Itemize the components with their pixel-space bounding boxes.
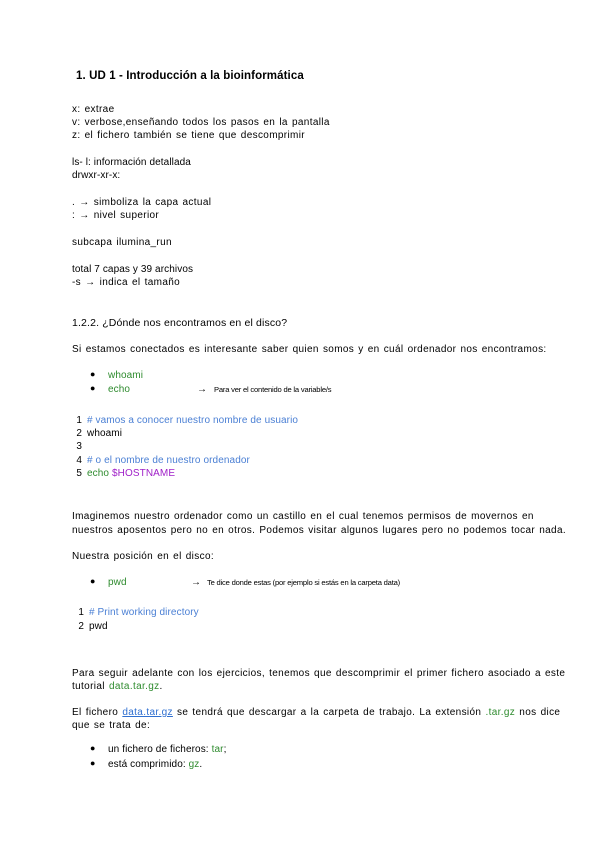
bullet-desc-echo: Para ver el contenido de la variable/s <box>214 385 332 394</box>
intro-paragraph: Si estamos conectados es interesante saber quien somos y en cuál ordenador nos encontramos: <box>72 344 547 355</box>
tar-flag-z: z: el fichero también se tiene que descomprimir <box>72 130 305 141</box>
follow-paragraph-line1: Para seguir adelante con los ejercicios, tenemos que descomprimir el primer fichero asociado a este <box>72 668 566 679</box>
code-line: 4 # o el nombre de nuestro ordenador <box>76 455 250 466</box>
fichero-paragraph-line2: que se trata de: <box>72 720 151 731</box>
size-flag: -s → indica el tamaño <box>72 277 181 288</box>
bullet-dot: ● <box>90 743 96 753</box>
bullet-gz: está comprimido: gz. <box>108 759 203 770</box>
bullet-cmd-whoami: whoami <box>108 370 144 381</box>
code-line: 1 # Print working directory <box>78 607 199 618</box>
ls-perms: drwxr-xr-x: <box>72 170 121 181</box>
code-line: 1 # vamos a conocer nuestro nombre de usuario <box>76 415 299 426</box>
subcapa-line: subcapa ilumina_run <box>72 237 172 248</box>
arrow-icon: → <box>197 384 208 395</box>
bullet-cmd-echo: echo <box>108 384 131 395</box>
dot-upper: : → nivel superior <box>72 210 160 221</box>
code-line: 5 echo $HOSTNAME <box>76 468 176 479</box>
code-line: 2 whoami <box>76 428 123 439</box>
section-heading: 1.2.2. ¿Dónde nos encontramos en el disco? <box>72 317 288 329</box>
bullet-cmd-pwd: pwd <box>108 577 127 588</box>
fichero-paragraph-line1: El fichero data.tar.gz se tendrá que descargar a la carpeta de trabajo. La extensión .tar.gz nos dice <box>72 707 561 718</box>
code-line: 2 pwd <box>78 621 108 632</box>
data-tar-gz-link[interactable]: data.tar.gz <box>122 707 173 718</box>
bullet-tar: un fichero de ficheros: tar; <box>108 744 227 755</box>
arrow-icon: → <box>191 577 202 588</box>
bullet-desc-pwd: Te dice donde estas (por ejemplo si estás en la carpeta data) <box>207 578 400 587</box>
follow-paragraph-line2: tutorial data.tar.gz. <box>72 681 163 692</box>
bullet-dot: ● <box>90 369 96 379</box>
castle-paragraph-line2: nuestros aposentos pero no en otros. Podemos visitar algunos lugares pero no podemos tocar nada. <box>72 525 566 536</box>
total-line: total 7 capas y 39 archivos <box>72 264 194 275</box>
tar-flag-v: v: verbose,enseñando todos los pasos en la pantalla <box>72 117 330 128</box>
castle-paragraph-line1: Imaginemos nuestro ordenador como un castillo en el cual tenemos permisos de movernos en <box>72 511 534 522</box>
page-title: 1. UD 1 - Introducción a la bioinformática <box>76 70 304 82</box>
bullet-dot: ● <box>90 758 96 768</box>
ls-detail: ls- l: información detallada <box>72 157 191 168</box>
code-line: 3 <box>76 441 82 452</box>
position-heading: Nuestra posición en el disco: <box>72 551 214 562</box>
bullet-dot: ● <box>90 383 96 393</box>
tar-flag-x: x: extrae <box>72 104 115 115</box>
dot-current: . → simboliza la capa actual <box>72 197 212 208</box>
bullet-dot: ● <box>90 576 96 586</box>
